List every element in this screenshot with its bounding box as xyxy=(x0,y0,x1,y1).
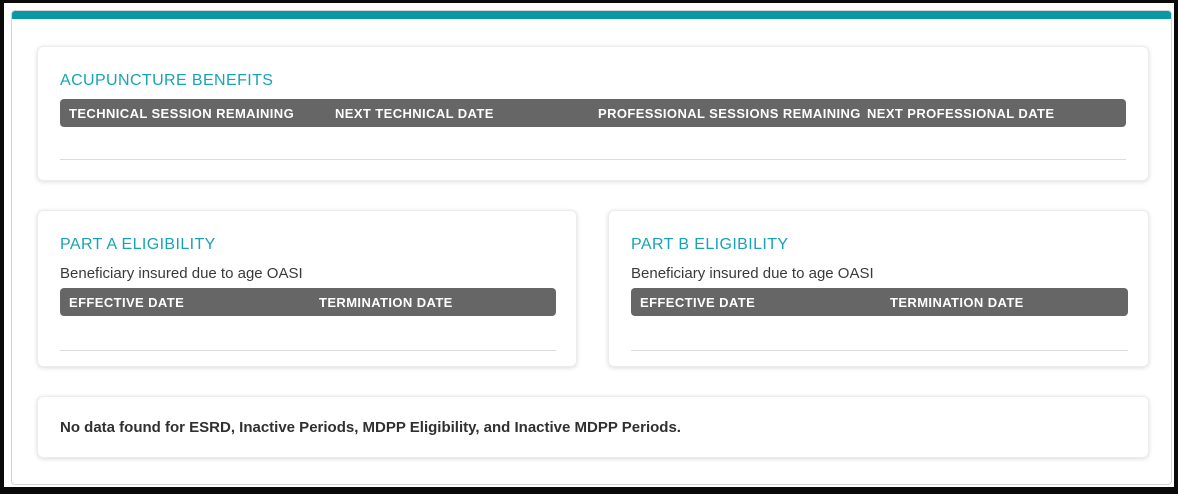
acupuncture-empty-row-divider xyxy=(60,159,1126,160)
part-b-empty-row-divider xyxy=(631,350,1128,351)
column-header-termination-date: TERMINATION DATE xyxy=(319,294,453,310)
part-b-table-header xyxy=(631,288,1128,316)
acupuncture-benefits-title: ACUPUNCTURE BENEFITS xyxy=(60,72,274,89)
column-header-effective-date: EFFECTIVE DATE xyxy=(640,294,756,310)
part-b-subtitle: Beneficiary insured due to age OASI xyxy=(631,265,874,282)
part-a-eligibility-title: PART A ELIGIBILITY xyxy=(60,236,216,253)
acupuncture-table-header xyxy=(60,99,1126,127)
no-data-message: No data found for ESRD, Inactive Periods, MDPP Eligibility, and Inactive MDPP Periods. xyxy=(60,418,681,436)
column-header-termination-date: TERMINATION DATE xyxy=(890,294,1024,310)
no-data-message-card xyxy=(37,396,1149,458)
part-b-eligibility-card xyxy=(608,210,1149,367)
acupuncture-benefits-card xyxy=(37,46,1149,181)
part-b-eligibility-title: PART B ELIGIBILITY xyxy=(631,236,789,253)
part-a-empty-row-divider xyxy=(60,350,556,351)
column-header-effective-date: EFFECTIVE DATE xyxy=(69,294,185,310)
part-a-table-header xyxy=(60,288,556,316)
column-header-professional-sessions-remaining: PROFESSIONAL SESSIONS REMAINING xyxy=(598,105,861,121)
teal-accent-bar xyxy=(12,11,1171,19)
page-background xyxy=(4,3,1174,487)
part-a-eligibility-card xyxy=(37,210,577,367)
column-header-technical-session-remaining: TECHNICAL SESSION REMAINING xyxy=(69,105,295,121)
column-header-next-professional-date: NEXT PROFESSIONAL DATE xyxy=(867,105,1055,121)
column-header-next-technical-date: NEXT TECHNICAL DATE xyxy=(335,105,494,121)
part-a-subtitle: Beneficiary insured due to age OASI xyxy=(60,265,303,282)
